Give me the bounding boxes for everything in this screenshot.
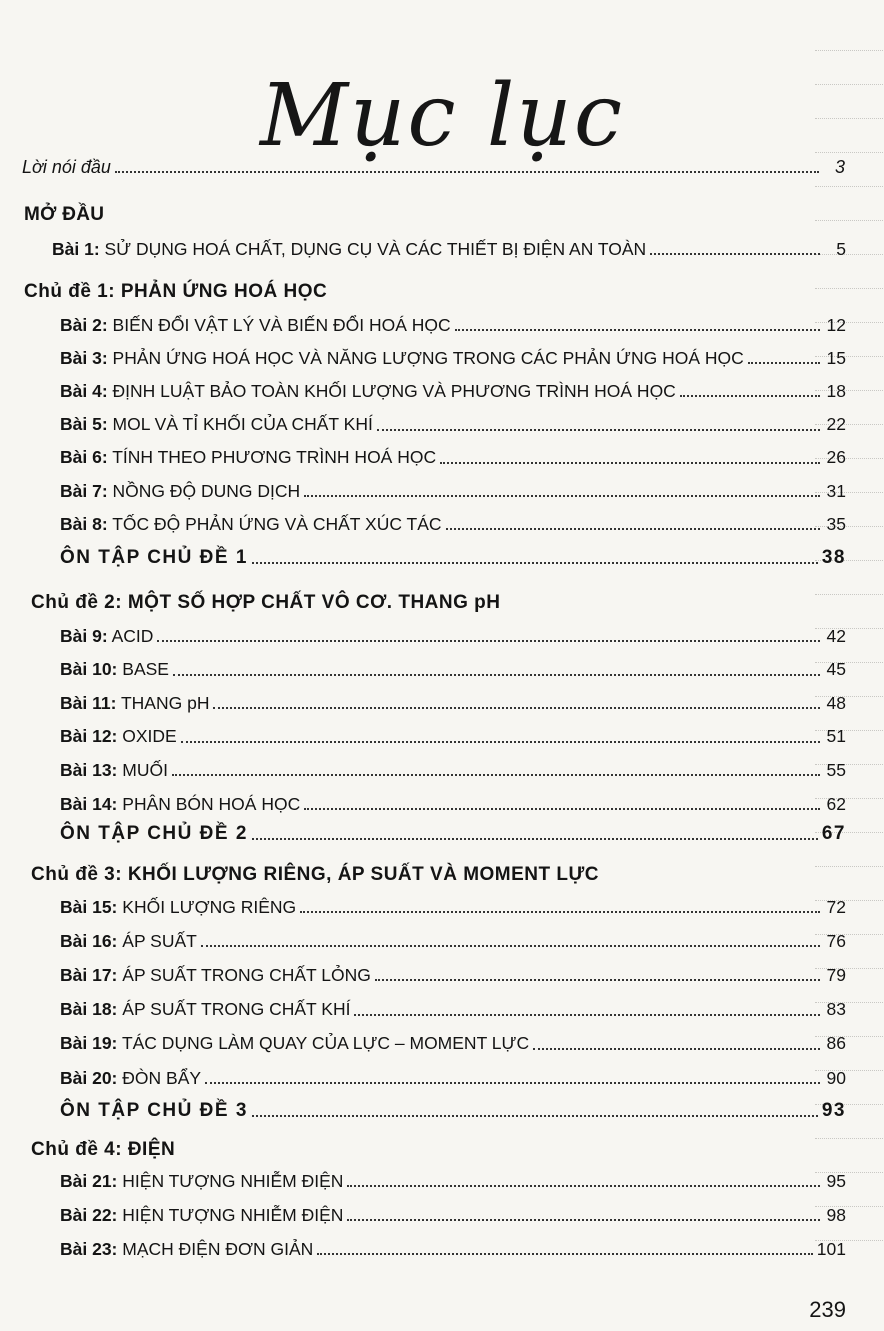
toc-entry-lesson[interactable] <box>0 956 884 984</box>
lesson-title: MẠCH ĐIỆN ĐƠN GIẢN <box>122 1238 314 1259</box>
lesson-number: Bài 1: <box>52 238 100 259</box>
toc-entry-lesson[interactable] <box>0 617 884 645</box>
entry-page: 86 <box>826 1033 846 1054</box>
lesson-number: Bài 19: <box>60 1033 118 1054</box>
dot-leader <box>252 837 818 840</box>
lesson-number: Bài 14: <box>60 793 118 814</box>
entry-label: Lời nói đầu <box>22 157 111 177</box>
lesson-number: Bài 18: <box>60 999 118 1020</box>
entry-page: 26 <box>826 447 846 468</box>
toc-entry-lesson[interactable] <box>0 751 884 779</box>
review-label: ÔN TẬP CHỦ ĐỀ 3 <box>60 1100 248 1121</box>
entry-page: 98 <box>826 1204 846 1225</box>
toc-entry-lesson[interactable] <box>0 1230 884 1258</box>
entry-page: 48 <box>826 692 846 713</box>
dot-leader <box>205 1081 820 1084</box>
dot-leader <box>115 170 819 173</box>
lesson-number: Bài 7: <box>60 480 108 501</box>
dot-leader <box>748 361 820 364</box>
lesson-title: PHÂN BÓN HOÁ HỌC <box>122 793 301 814</box>
lesson-number: Bài 8: <box>60 513 108 534</box>
dot-leader <box>181 740 820 743</box>
topic-heading-3: Chủ đề 3: KHỐI LƯỢNG RIÊNG, ÁP SUẤT VÀ MOMENT LỰC <box>31 864 600 885</box>
entry-page: 90 <box>826 1067 846 1088</box>
toc-entry-lesson[interactable] <box>0 230 884 258</box>
entry-page: 93 <box>821 1100 846 1121</box>
dot-leader <box>650 252 820 255</box>
lesson-number: Bài 12: <box>60 726 118 747</box>
dot-leader <box>440 461 820 464</box>
toc-entry-lesson[interactable] <box>0 406 884 434</box>
lesson-title: MOL VÀ TỈ KHỐI CỦA CHẤT KHÍ <box>112 414 373 435</box>
topic-heading-4: Chủ đề 4: ĐIỆN <box>31 1139 176 1160</box>
lesson-title: MUỐI <box>122 759 168 780</box>
toc-entry-lesson[interactable] <box>0 1025 884 1053</box>
entry-page: 95 <box>826 1170 846 1191</box>
dot-leader <box>533 1047 820 1050</box>
lesson-title: ĐÒN BẨY <box>122 1067 202 1088</box>
page-title <box>0 60 884 166</box>
lesson-title: HIỆN TƯỢNG NHIỄM ĐIỆN <box>122 1204 344 1225</box>
lesson-title: SỬ DỤNG HOÁ CHẤT, DỤNG CỤ VÀ CÁC THIẾT BỊ ĐIỆN AN TOÀN <box>104 238 647 259</box>
dot-leader <box>157 639 820 642</box>
toc-entry-preface[interactable] <box>0 148 884 176</box>
lesson-title: ÁP SUẤT TRONG CHẤT KHÍ <box>122 999 351 1020</box>
dot-leader <box>300 910 820 913</box>
review-label: ÔN TẬP CHỦ ĐỀ 1 <box>60 547 248 568</box>
lesson-title: NỒNG ĐỘ DUNG DỊCH <box>112 480 301 501</box>
bleed-line <box>815 594 884 596</box>
dot-leader <box>304 807 820 810</box>
lesson-title: KHỐI LƯỢNG RIÊNG <box>122 896 297 917</box>
lesson-title: TỐC ĐỘ PHẢN ỨNG VÀ CHẤT XÚC TÁC <box>112 513 442 534</box>
toc-entry-lesson[interactable] <box>0 1196 884 1224</box>
dot-leader <box>304 494 820 497</box>
title-text: Mục lục <box>259 66 624 166</box>
lesson-title: OXIDE <box>122 726 177 747</box>
lesson-title: ACID <box>111 625 154 646</box>
entry-page: 22 <box>826 414 846 435</box>
toc-entry-lesson[interactable] <box>0 339 884 367</box>
dot-leader <box>252 561 818 564</box>
entry-page: 35 <box>826 513 846 534</box>
dot-leader <box>173 673 820 676</box>
entry-page: 12 <box>826 314 846 335</box>
toc-entry-lesson[interactable] <box>0 505 884 533</box>
page-number: 239 <box>809 1297 846 1322</box>
dot-leader <box>446 527 820 530</box>
lesson-number: Bài 20: <box>60 1067 118 1088</box>
topic-heading-2: Chủ đề 2: MỘT SỐ HỢP CHẤT VÔ CƠ. THANG pH <box>31 592 501 613</box>
lesson-number: Bài 11: <box>60 692 117 713</box>
entry-page: 67 <box>821 823 846 844</box>
toc-entry-lesson[interactable] <box>0 991 884 1019</box>
entry-page: 18 <box>826 380 846 401</box>
lesson-number: Bài 15: <box>60 896 118 917</box>
toc-entry-lesson[interactable] <box>0 439 884 467</box>
lesson-number: Bài 22: <box>60 1204 118 1225</box>
lesson-title: THANG pH <box>120 692 210 713</box>
lesson-number: Bài 5: <box>60 414 108 435</box>
toc-entry-lesson[interactable] <box>0 1059 884 1087</box>
dot-leader <box>354 1013 820 1016</box>
entry-page: 55 <box>826 759 846 780</box>
bleed-line <box>815 288 884 290</box>
lesson-title: TÁC DỤNG LÀM QUAY CỦA LỰC – MOMENT LỰC <box>121 1033 530 1054</box>
lesson-number: Bài 10: <box>60 659 118 680</box>
section-heading-intro: MỞ ĐẦU <box>24 204 105 225</box>
entry-page: 15 <box>826 347 846 368</box>
entry-page: 79 <box>826 964 846 985</box>
lesson-title: BASE <box>122 659 169 680</box>
dot-leader <box>347 1218 820 1221</box>
lesson-title: TÍNH THEO PHƯƠNG TRÌNH HOÁ HỌC <box>112 447 437 468</box>
topic-heading-1: Chủ đề 1: PHẢN ỨNG HOÁ HỌC <box>24 281 328 302</box>
bleed-line <box>815 866 884 868</box>
lesson-number: Bài 16: <box>60 930 118 951</box>
lesson-number: Bài 6: <box>60 447 108 468</box>
toc-entry-review[interactable] <box>0 815 884 843</box>
lesson-number: Bài 21: <box>60 1170 118 1191</box>
lesson-title: PHẢN ỨNG HOÁ HỌC VÀ NĂNG LƯỢNG TRONG CÁC PHẢN ỨNG HOÁ HỌC <box>112 347 744 368</box>
lesson-title: HIỆN TƯỢNG NHIỄM ĐIỆN <box>122 1170 344 1191</box>
toc-entry-lesson[interactable] <box>0 372 884 400</box>
lesson-number: Bài 3: <box>60 347 108 368</box>
entry-page: 38 <box>821 547 846 568</box>
entry-page: 62 <box>826 793 846 814</box>
bleed-line <box>815 1138 884 1140</box>
entry-page: 31 <box>826 480 846 501</box>
toc-entry-review[interactable] <box>0 1092 884 1120</box>
toc-entry-lesson[interactable] <box>0 718 884 746</box>
entry-page: 101 <box>816 1238 846 1259</box>
dot-leader <box>172 773 820 776</box>
toc-entry-lesson[interactable] <box>0 785 884 813</box>
lesson-number: Bài 13: <box>60 759 118 780</box>
toc-entry-lesson[interactable] <box>0 922 884 950</box>
lesson-number: Bài 17: <box>60 964 118 985</box>
dot-leader <box>375 978 820 981</box>
lesson-number: Bài 4: <box>60 380 108 401</box>
bleed-line <box>815 186 884 188</box>
entry-page: 76 <box>826 930 846 951</box>
lesson-number: Bài 2: <box>60 314 108 335</box>
dot-leader <box>317 1252 813 1255</box>
entry-page: 51 <box>826 726 846 747</box>
toc-entry-lesson[interactable] <box>0 684 884 712</box>
toc-entry-lesson[interactable] <box>0 306 884 334</box>
entry-page: 3 <box>834 157 845 177</box>
dot-leader <box>347 1184 820 1187</box>
entry-page: 5 <box>836 238 846 259</box>
dot-leader <box>680 394 820 397</box>
entry-page: 42 <box>826 625 846 646</box>
toc-entry-review[interactable] <box>0 539 884 567</box>
toc-entry-lesson[interactable] <box>0 651 884 679</box>
dot-leader <box>252 1114 818 1117</box>
dot-leader <box>455 328 820 331</box>
entry-page: 83 <box>826 999 846 1020</box>
review-label: ÔN TẬP CHỦ ĐỀ 2 <box>60 823 248 844</box>
entry-page: 72 <box>826 896 846 917</box>
lesson-number: Bài 23: <box>60 1238 118 1259</box>
lesson-title: ÁP SUẤT <box>122 930 197 951</box>
toc-entry-lesson[interactable] <box>0 1162 884 1190</box>
bleed-line <box>815 220 884 222</box>
lesson-title: ÁP SUẤT TRONG CHẤT LỎNG <box>122 964 371 985</box>
dot-leader <box>213 706 820 709</box>
lesson-title: ĐỊNH LUẬT BẢO TOÀN KHỐI LƯỢNG VÀ PHƯƠNG TRÌNH HOÁ HỌC <box>112 380 676 401</box>
lesson-title: BIẾN ĐỔI VẬT LÝ VÀ BIẾN ĐỔI HOÁ HỌC <box>112 314 451 335</box>
bleed-line <box>815 50 884 52</box>
entry-page: 45 <box>826 659 846 680</box>
dot-leader <box>377 428 820 431</box>
dot-leader <box>201 944 820 947</box>
toc-entry-lesson[interactable] <box>0 472 884 500</box>
toc-entry-lesson[interactable] <box>0 888 884 916</box>
lesson-number: Bài 9: <box>60 625 108 646</box>
